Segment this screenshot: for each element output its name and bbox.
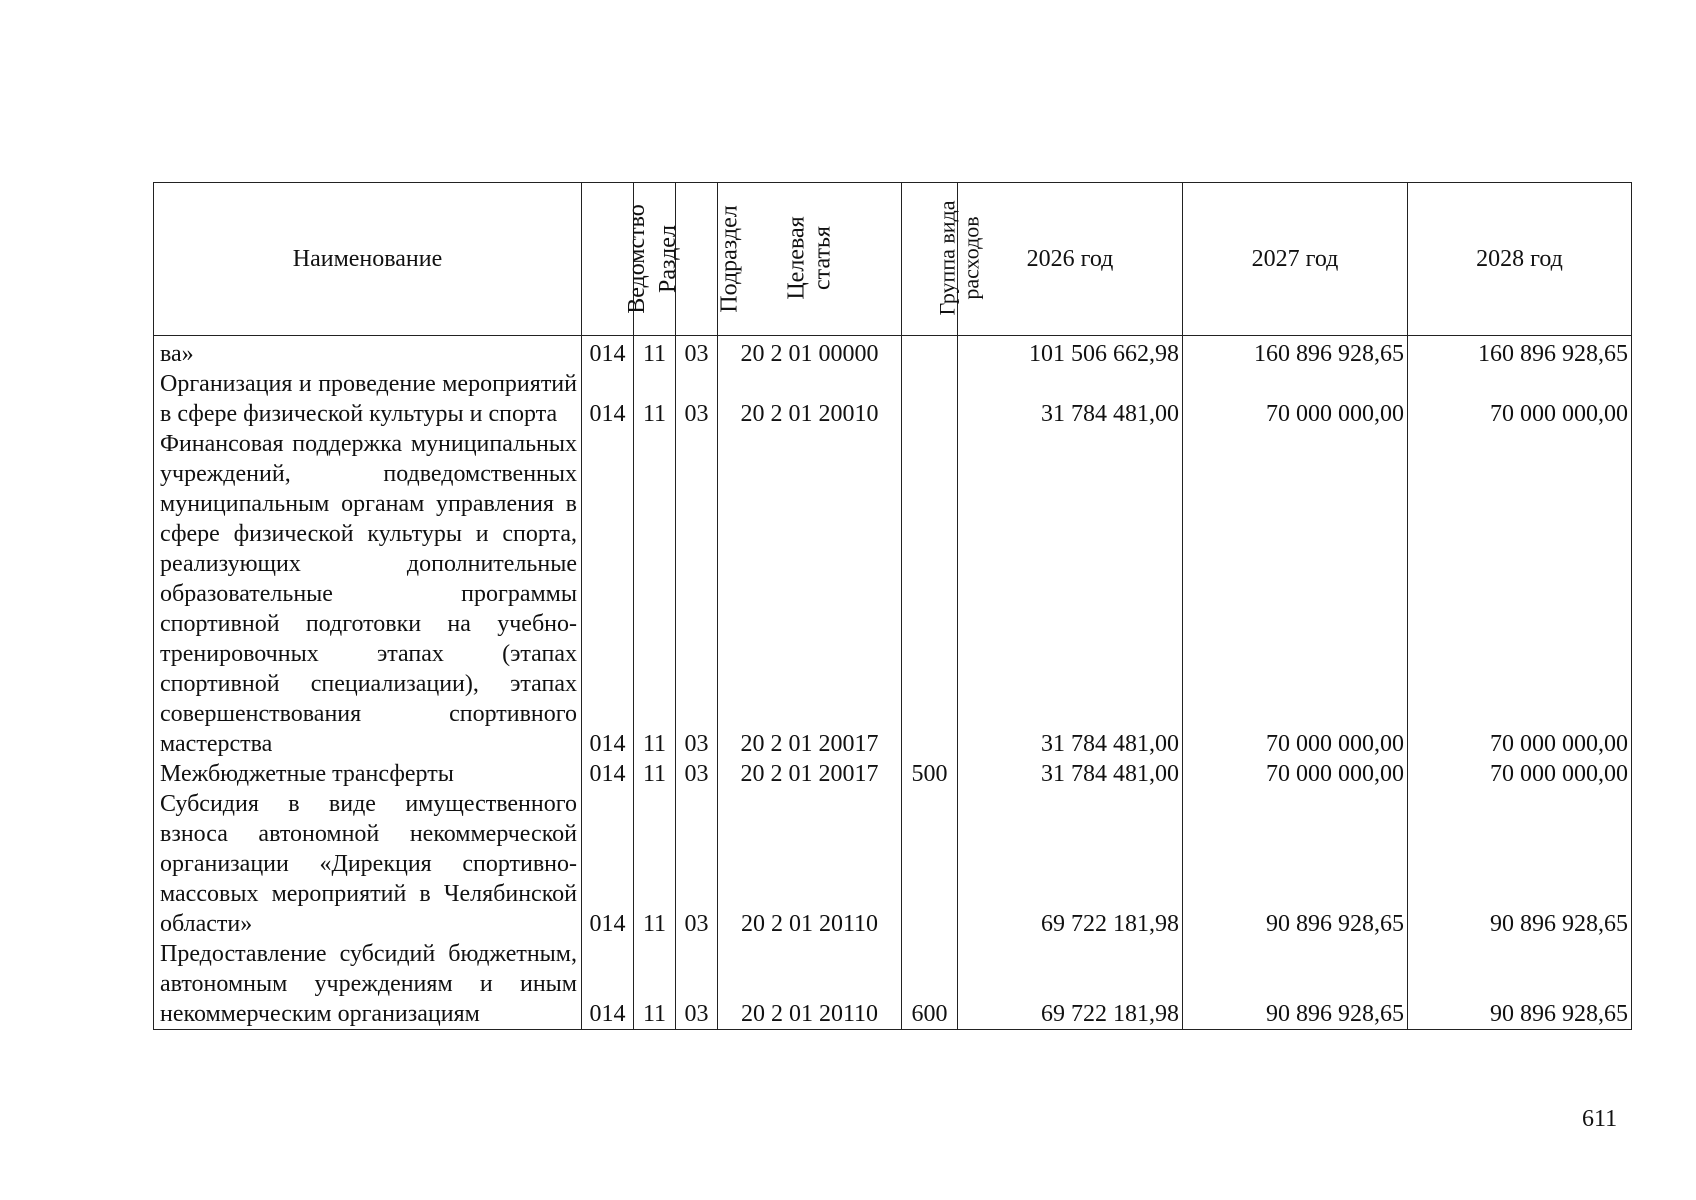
row-podrazdel: 03	[676, 369, 718, 429]
table-body	[154, 336, 1632, 1030]
row-gruppa	[902, 369, 958, 429]
row-celevaya-statya: 20 2 01 20017	[718, 429, 902, 759]
row-gruppa: 600	[902, 939, 958, 1030]
row-2027: 70 000 000,00	[1183, 429, 1408, 759]
row-2026: 101 506 662,98	[958, 336, 1183, 370]
row-2027: 90 896 928,65	[1183, 939, 1408, 1030]
row-gruppa	[902, 336, 958, 370]
row-razdel: 11	[634, 336, 676, 370]
row-2026: 69 722 181,98	[958, 939, 1183, 1030]
row-name: Межбюджетные трансферты	[154, 759, 582, 789]
header-2028: 2028 год	[1408, 183, 1632, 336]
row-vedomstvo: 014	[582, 336, 634, 370]
row-celevaya-statya: 20 2 01 20110	[718, 789, 902, 939]
row-podrazdel: 03	[676, 429, 718, 759]
row-razdel: 11	[634, 369, 676, 429]
header-2026: 2026 год	[958, 183, 1183, 336]
row-2028: 160 896 928,65	[1408, 336, 1632, 370]
table-row	[154, 759, 1632, 789]
row-podrazdel: 03	[676, 336, 718, 370]
header-row	[154, 183, 1632, 336]
header-podrazdel: Подраздел	[676, 183, 718, 336]
row-name: Организация и проведение мероприятий в сфере физической культуры и спорта	[154, 369, 582, 429]
row-celevaya-statya: 20 2 01 00000	[718, 336, 902, 370]
table-row	[154, 429, 1632, 759]
row-name: Субсидия в виде имущественного взноса автономной некоммерческой организации «Дирекция спортивно-массовых мероприятий в Челябинской области»	[154, 789, 582, 939]
row-vedomstvo: 014	[582, 369, 634, 429]
header-name: Наименование	[154, 183, 582, 336]
row-2027: 70 000 000,00	[1183, 369, 1408, 429]
row-name: Финансовая поддержка муниципальных учреждений, подведомственных муниципальным органам управления в сфере физической культуры и спорта, реализующих дополнительные образовательные программы спортивной подготовки на учебно-тренировочных этапах (этапах спортивной специализации), этапах совершенствования спортивного мастерства	[154, 429, 582, 759]
row-2026: 31 784 481,00	[958, 759, 1183, 789]
row-podrazdel: 03	[676, 939, 718, 1030]
header-celevaya-statya: Целевая статья	[718, 183, 902, 336]
row-razdel: 11	[634, 789, 676, 939]
row-name: ва»	[154, 336, 582, 370]
row-celevaya-statya: 20 2 01 20017	[718, 759, 902, 789]
row-razdel: 11	[634, 939, 676, 1030]
row-celevaya-statya: 20 2 01 20110	[718, 939, 902, 1030]
row-name: Предоставление субсидий бюджетным, автономным учреждениям и иным некоммерческим организациям	[154, 939, 582, 1030]
row-podrazdel: 03	[676, 789, 718, 939]
row-gruppa	[902, 429, 958, 759]
budget-page	[153, 182, 1631, 1030]
row-gruppa	[902, 789, 958, 939]
row-2026: 31 784 481,00	[958, 369, 1183, 429]
row-vedomstvo: 014	[582, 789, 634, 939]
header-2027: 2027 год	[1183, 183, 1408, 336]
row-podrazdel: 03	[676, 759, 718, 789]
row-2026: 31 784 481,00	[958, 429, 1183, 759]
row-vedomstvo: 014	[582, 759, 634, 789]
row-razdel: 11	[634, 429, 676, 759]
row-2028: 90 896 928,65	[1408, 939, 1632, 1030]
table-row	[154, 336, 1632, 370]
row-2027: 90 896 928,65	[1183, 789, 1408, 939]
row-razdel: 11	[634, 759, 676, 789]
row-2026: 69 722 181,98	[958, 789, 1183, 939]
row-2028: 70 000 000,00	[1408, 429, 1632, 759]
row-vedomstvo: 014	[582, 939, 634, 1030]
row-2028: 70 000 000,00	[1408, 759, 1632, 789]
row-celevaya-statya: 20 2 01 20010	[718, 369, 902, 429]
page-number: 611	[1582, 1106, 1618, 1132]
table-row	[154, 789, 1632, 939]
table-row	[154, 369, 1632, 429]
row-gruppa: 500	[902, 759, 958, 789]
table-row	[154, 939, 1632, 1030]
header-razdel: Раздел	[634, 183, 676, 336]
budget-table	[153, 182, 1632, 1030]
row-2027: 160 896 928,65	[1183, 336, 1408, 370]
header-gruppa-vida-rashodov: Группа вида расходов	[902, 183, 958, 336]
row-2028: 90 896 928,65	[1408, 789, 1632, 939]
row-vedomstvo: 014	[582, 429, 634, 759]
row-2027: 70 000 000,00	[1183, 759, 1408, 789]
row-2028: 70 000 000,00	[1408, 369, 1632, 429]
header-vedomstvo: Ведомство	[582, 183, 634, 336]
